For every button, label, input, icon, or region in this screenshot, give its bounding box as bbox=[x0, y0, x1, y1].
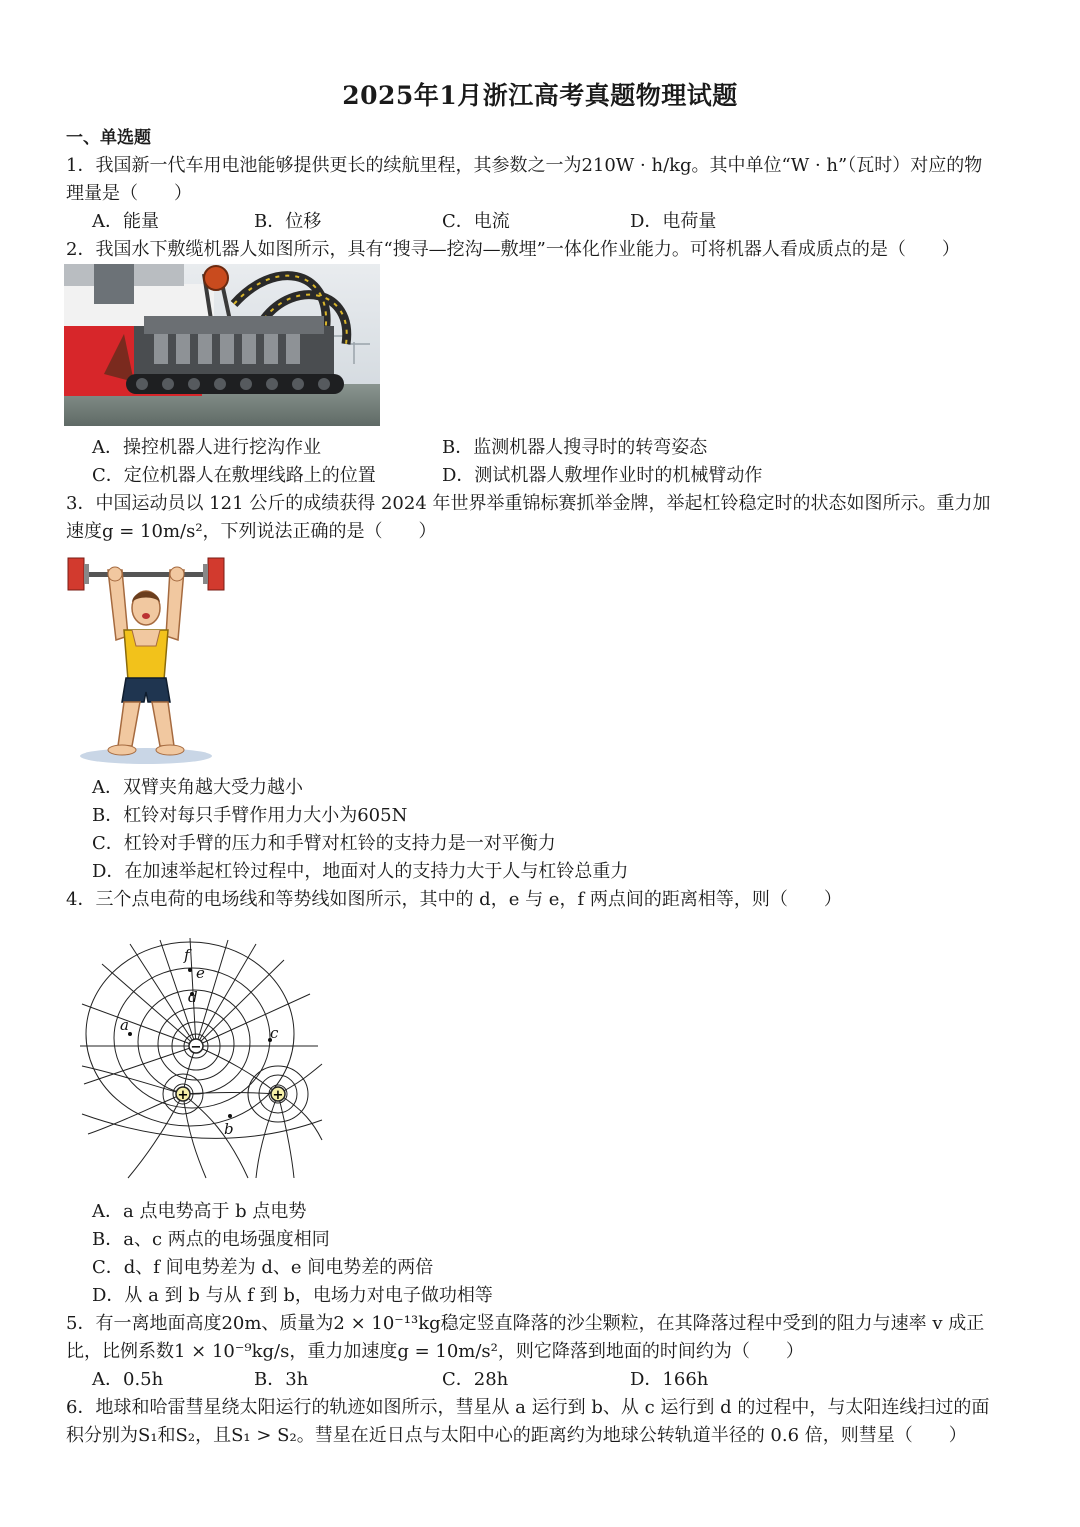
q2-option-d: D．测试机器人敷埋作业时的机械臂动作 bbox=[442, 465, 763, 486]
positive-charge-sign-right: + bbox=[272, 1088, 284, 1103]
q4-option-d: D．从 a 到 b 与从 f 到 b，电场力对电子做功相等 bbox=[92, 1285, 493, 1306]
q3-option-a: A．双臂夹角越大受力越小 bbox=[92, 777, 303, 798]
positive-charge-sign-left: + bbox=[177, 1088, 189, 1103]
q1-stem-line1: 1．我国新一代车用电池能够提供更长的续航里程，其参数之一为210W · h/kg。其中单位“W · h”（瓦时）对应的物 bbox=[66, 155, 983, 176]
q5-option-c: C．28h bbox=[442, 1369, 509, 1390]
electric-field-diagram bbox=[78, 934, 324, 1180]
q1-option-b: B．位移 bbox=[254, 211, 322, 232]
q1-option-a: A．能量 bbox=[92, 211, 159, 232]
point-label-e: e bbox=[196, 964, 205, 982]
q3-option-b: B．杠铃对每只手臂作用力大小为605N bbox=[92, 805, 408, 826]
q5-option-b: B．3h bbox=[254, 1369, 309, 1390]
page-title: 2025年1月浙江高考真题物理试题 bbox=[342, 81, 738, 110]
q1-stem-line2: 理量是（ ） bbox=[66, 183, 192, 204]
point-label-b: b bbox=[224, 1120, 234, 1138]
q4-stem-line1: 4．三个点电荷的电场线和等势线如图所示，其中的 d，e 与 e，f 两点间的距离相等，则（ ） bbox=[66, 889, 842, 910]
q3-stem-line1: 3．中国运动员以 121 公斤的成绩获得 2024 年世界举重锦标赛抓举金牌，举起杠铃稳定时的状态如图所示。重力加 bbox=[66, 493, 991, 514]
point-label-c: c bbox=[270, 1024, 279, 1042]
q1-option-c: C．电流 bbox=[442, 211, 510, 232]
q5-stem-line2: 比，比例系数1 × 10⁻⁹kg/s，重力加速度g = 10m/s²，则它降落到地面的时间约为（ ） bbox=[66, 1341, 804, 1362]
negative-charge-sign: − bbox=[190, 1040, 202, 1055]
weightlifter-figure bbox=[66, 556, 226, 766]
cable-robot-photo bbox=[64, 264, 380, 426]
section-heading: 一、单选题 bbox=[66, 128, 151, 148]
q5-stem-line1: 5．有一离地面高度20m、质量为2 × 10⁻¹³kg稳定竖直降落的沙尘颗粒，在其降落过程中受到的阻力与速率 v 成正 bbox=[66, 1313, 985, 1334]
q6-stem-line2: 积分别为S₁和S₂，且S₁ > S₂。彗星在近日点与太阳中心的距离约为地球公转轨道半径的 0.6 倍，则彗星（ ） bbox=[66, 1425, 967, 1446]
q4-option-b: B．a、c 两点的电场强度相同 bbox=[92, 1229, 330, 1250]
point-label-a: a bbox=[120, 1016, 129, 1034]
q3-option-c: C．杠铃对手臂的压力和手臂对杠铃的支持力是一对平衡力 bbox=[92, 833, 556, 854]
point-label-d: d bbox=[188, 988, 198, 1006]
q3-option-d: D．在加速举起杠铃过程中，地面对人的支持力大于人与杠铃总重力 bbox=[92, 861, 629, 882]
q2-option-a: A．操控机器人进行挖沟作业 bbox=[92, 437, 321, 458]
q5-option-a: A．0.5h bbox=[92, 1369, 164, 1390]
point-label-f: f bbox=[184, 946, 190, 964]
q2-option-c: C．定位机器人在敷埋线路上的位置 bbox=[92, 465, 376, 486]
q3-stem-line2: 速度g = 10m/s²，下列说法正确的是（ ） bbox=[66, 521, 437, 542]
q6-stem-line1: 6．地球和哈雷彗星绕太阳运行的轨迹如图所示，彗星从 a 运行到 b、从 c 运行到 d 的过程中，与太阳连线扫过的面 bbox=[66, 1397, 990, 1418]
q2-option-b: B．监测机器人搜寻时的转弯姿态 bbox=[442, 437, 708, 458]
q2-stem-line1: 2．我国水下敷缆机器人如图所示，具有“搜寻—挖沟—敷埋”一体化作业能力。可将机器人看成质点的是（ ） bbox=[66, 239, 960, 260]
q1-option-d: D．电荷量 bbox=[630, 211, 717, 232]
q4-option-a: A．a 点电势高于 b 点电势 bbox=[92, 1201, 307, 1222]
q4-option-c: C．d、f 间电势差为 d、e 间电势差的两倍 bbox=[92, 1257, 434, 1278]
q5-option-d: D．166h bbox=[630, 1369, 709, 1390]
